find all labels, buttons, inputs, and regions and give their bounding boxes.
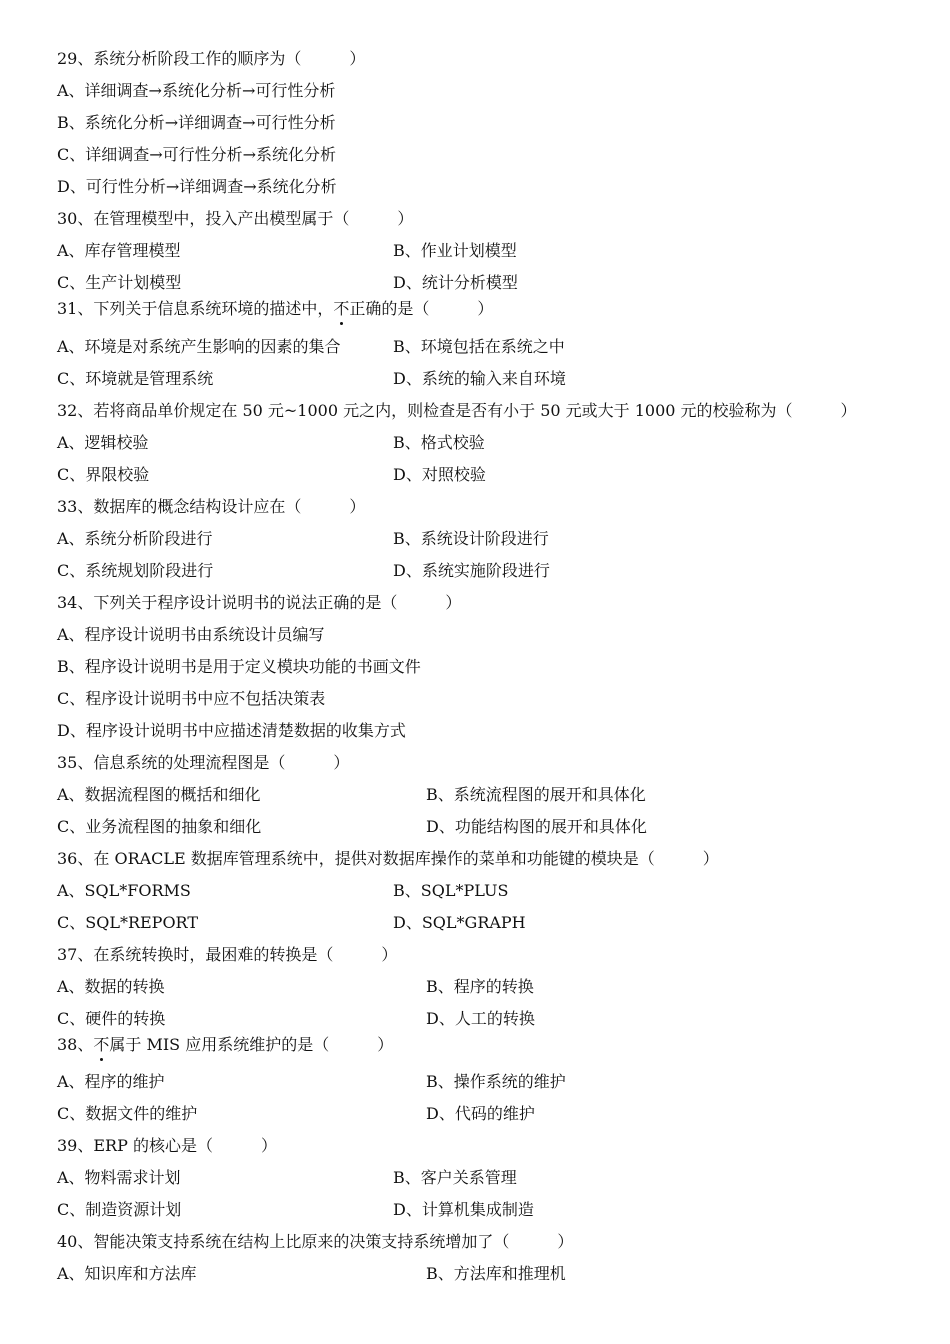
question-31-stem: [57, 299, 493, 319]
q36-option-a: A、SQL*FORMS: [57, 881, 191, 900]
q31-emphasis-not: 不: [333, 299, 350, 318]
question-32-stem: 32、若将商品单价规定在 50 元~1000 元之内，则检查是否有小于 50 元或大于 1000 元的校验称为（ ）: [57, 401, 857, 420]
q30-option-a: A、库存管理模型: [57, 241, 181, 260]
q35-option-d: D、功能结构图的展开和具体化: [426, 817, 647, 836]
question-39-stem: 39、ERP 的核心是（ ）: [57, 1136, 277, 1155]
question-40-stem: 40、智能决策支持系统在结构上比原来的决策支持系统增加了（ ）: [57, 1232, 574, 1251]
q29-option-d: D、可行性分析→详细调查→系统化分析: [57, 177, 337, 196]
q31-option-a: A、环境是对系统产生影响的因素的集合: [57, 337, 341, 356]
q34-option-b: B、程序设计说明书是用于定义模块功能的书画文件: [57, 657, 421, 676]
question-38-stem: [57, 1035, 393, 1055]
q38-stem-post: 属于 MIS 应用系统维护的是（ ）: [109, 1035, 394, 1054]
q29-option-c: C、详细调查→可行性分析→系统化分析: [57, 145, 337, 164]
q30-option-b: B、作业计划模型: [393, 241, 517, 260]
q37-option-d: D、人工的转换: [426, 1009, 535, 1028]
q32-option-b: B、格式校验: [393, 433, 485, 452]
q31-stem-pre: 31、下列关于信息系统环境的描述中，: [57, 299, 334, 318]
q39-option-a: A、物料需求计划: [57, 1168, 181, 1187]
q36-option-c: C、SQL*REPORT: [57, 913, 198, 932]
question-29-stem: 29、系统分析阶段工作的顺序为（ ）: [57, 49, 366, 68]
q39-option-d: D、计算机集成制造: [393, 1200, 534, 1219]
q32-option-c: C、界限校验: [57, 465, 150, 484]
question-35-stem: 35、信息系统的处理流程图是（ ）: [57, 753, 350, 772]
q38-option-a: A、程序的维护: [57, 1072, 165, 1091]
q36-option-b: B、SQL*PLUS: [393, 881, 509, 900]
q38-option-b: B、操作系统的维护: [426, 1072, 566, 1091]
q37-option-c: C、硬件的转换: [57, 1009, 166, 1028]
q33-option-c: C、系统规划阶段进行: [57, 561, 214, 580]
q31-option-d: D、系统的输入来自环境: [393, 369, 566, 388]
q30-option-c: C、生产计划模型: [57, 273, 182, 292]
q39-option-b: B、客户关系管理: [393, 1168, 517, 1187]
q31-option-b: B、环境包括在系统之中: [393, 337, 565, 356]
q33-option-d: D、系统实施阶段进行: [393, 561, 550, 580]
q29-option-b: B、系统化分析→详细调查→可行性分析: [57, 113, 336, 132]
q38-option-d: D、代码的维护: [426, 1104, 535, 1123]
q38-stem-pre: 38、: [57, 1035, 94, 1054]
q33-option-a: A、系统分析阶段进行: [57, 529, 213, 548]
q37-option-b: B、程序的转换: [426, 977, 534, 996]
q30-option-d: D、统计分析模型: [393, 273, 518, 292]
q36-option-d: D、SQL*GRAPH: [393, 913, 526, 932]
q35-option-a: A、数据流程图的概括和细化: [57, 785, 261, 804]
q35-option-c: C、业务流程图的抽象和细化: [57, 817, 262, 836]
question-36-stem: 36、在 ORACLE 数据库管理系统中，提供对数据库操作的菜单和功能键的模块是（ ）: [57, 849, 719, 868]
q34-option-a: A、程序设计说明书由系统设计员编写: [57, 625, 325, 644]
question-30-stem: 30、在管理模型中，投入产出模型属于（ ）: [57, 209, 414, 228]
q40-option-a: A、知识库和方法库: [57, 1264, 197, 1283]
q39-option-c: C、制造资源计划: [57, 1200, 182, 1219]
q33-option-b: B、系统设计阶段进行: [393, 529, 549, 548]
question-34-stem: 34、下列关于程序设计说明书的说法正确的是（ ）: [57, 593, 462, 612]
q32-option-d: D、对照校验: [393, 465, 486, 484]
q34-option-d: D、程序设计说明书中应描述清楚数据的收集方式: [57, 721, 406, 740]
q31-stem-post: 正确的是（ ）: [349, 299, 494, 318]
q29-option-a: A、详细调查→系统化分析→可行性分析: [57, 81, 336, 100]
q31-option-c: C、环境就是管理系统: [57, 369, 214, 388]
q32-option-a: A、逻辑校验: [57, 433, 149, 452]
q34-option-c: C、程序设计说明书中应不包括决策表: [57, 689, 326, 708]
q38-emphasis-not: 不: [93, 1035, 110, 1054]
q38-option-c: C、数据文件的维护: [57, 1104, 198, 1123]
q37-option-a: A、数据的转换: [57, 977, 165, 996]
question-33-stem: 33、数据库的概念结构设计应在（ ）: [57, 497, 366, 516]
q35-option-b: B、系统流程图的展开和具体化: [426, 785, 646, 804]
q40-option-b: B、方法库和推理机: [426, 1264, 566, 1283]
question-37-stem: 37、在系统转换时，最困难的转换是（ ）: [57, 945, 398, 964]
